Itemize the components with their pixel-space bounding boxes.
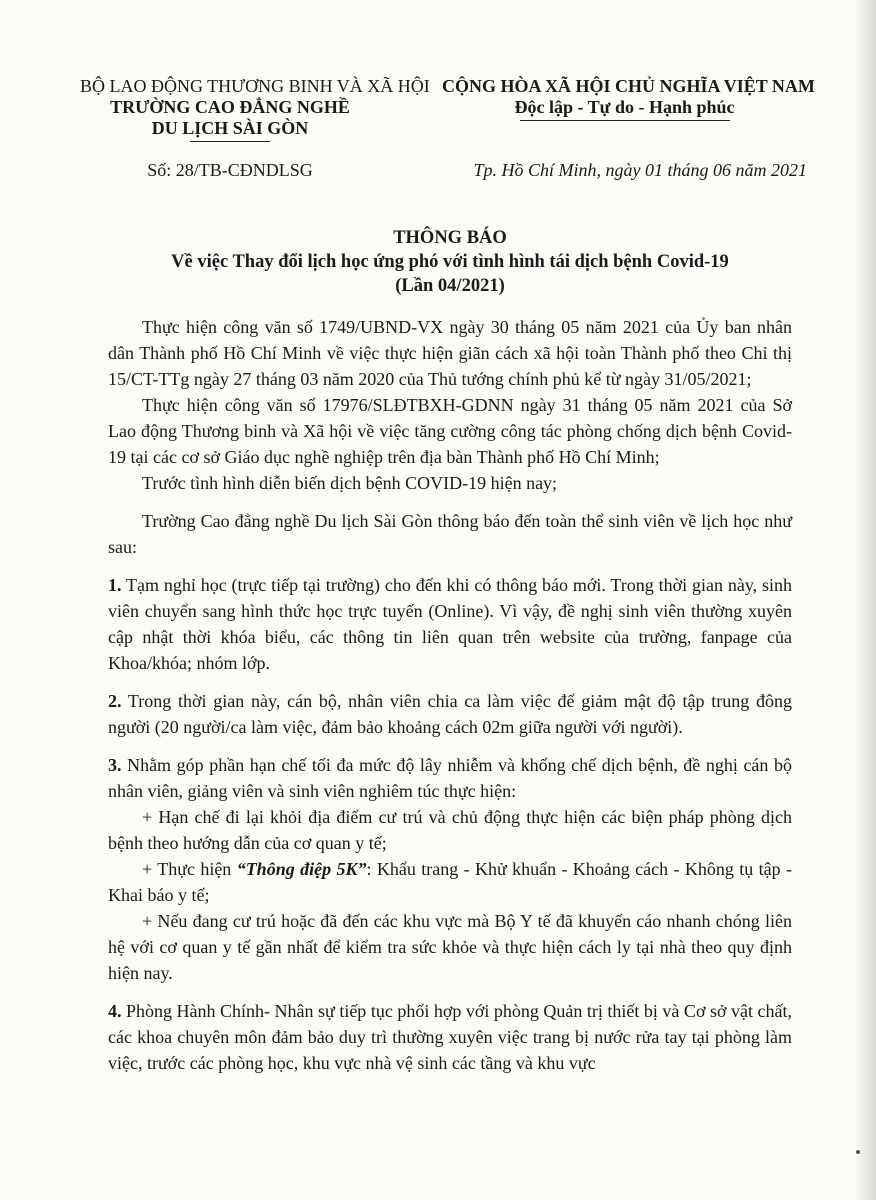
title-edition: (Lần 04/2021) [395, 276, 505, 296]
item-1-number: 1. [108, 575, 122, 595]
preamble-paragraph-1: Thực hiện công văn số 1749/UBND-VX ngày 30 tháng 05 năm 2021 của Ủy ban nhân dân Thành phố Hồ Chí Minh về việc thực hiện giãn cách xã hội toàn Thành phố theo Chỉ thị 15/CT-TTg ngày 27 tháng 03 năm 2020 của Thủ tướng chính phủ kể từ ngày 31/05/2021; [108, 317, 792, 389]
item-3 [108, 752, 792, 804]
bullet-2-prefix: + Thực hiện [142, 859, 237, 879]
item-1 [108, 572, 792, 676]
item-3-number: 3. [108, 755, 122, 775]
preamble-paragraph-2: Thực hiện công văn số 17976/SLĐTBXH-GDNN ngày 31 tháng 05 năm 2021 của Sở Lao động Thương binh và Xã hội về việc tăng cường công tác phòng chống dịch bệnh Covid-19 tại các cơ sở Giáo dục nghề nghiệp trên địa bàn Thành phố Hồ Chí Minh; [108, 395, 792, 467]
document-number: Số: 28/TB-CĐNDLSG [147, 160, 313, 180]
item-2-number: 2. [108, 691, 122, 711]
header-left-rule [190, 141, 270, 142]
item-3-bullet-1: + Hạn chế đi lại khỏi địa điểm cư trú và chủ động thực hiện các biện pháp phòng dịch bệnh theo hướng dẫn của cơ quan y tế; [108, 807, 792, 853]
national-header [442, 76, 815, 121]
scan-edge [854, 0, 876, 1200]
national-motto: Độc lập - Tự do - Hạnh phúc [514, 97, 735, 117]
document-body [108, 314, 792, 1076]
title-subject: Về việc Thay đổi lịch học ứng phó với tình hình tái dịch bệnh Covid-19 [171, 252, 729, 272]
item-1-text: Tạm nghỉ học (trực tiếp tại trường) cho đến khi có thông báo mới. Trong thời gian này, sinh viên chuyển sang hình thức học trực tuyến (Online). Vì vậy, đề nghị sinh viên thường xuyên cập nhật thời khóa biểu, các thông tin liên quan trên website của trường, fanpage của Khoa/khóa; nhóm lớp. [108, 575, 792, 673]
item-4-text: Phòng Hành Chính- Nhân sự tiếp tục phối hợp với phòng Quản trị thiết bị và Cơ sở vật chất, các khoa chuyên môn đảm bảo duy trì thường xuyên việc trang bị nước rửa tay tại phòng làm việc, trước các phòng học, khu vực nhà vệ sinh các tầng và khu vực [108, 1001, 792, 1073]
preamble-paragraph-3: Trước tình hình diễn biến dịch bệnh COVID-19 hiện nay; [142, 473, 558, 493]
item-3-bullet-3: + Nếu đang cư trú hoặc đã đến các khu vực mà Bộ Y tế đã khuyến cáo nhanh chóng liên hệ với cơ quan y tế gần nhất để kiểm tra sức khỏe và thực hiện cách ly tại nhà theo quy định hiện nay. [108, 911, 792, 983]
title-type: THÔNG BÁO [393, 228, 507, 248]
item-4-number: 4. [108, 1001, 122, 1021]
item-3-text: Nhằm góp phần hạn chế tối đa mức độ lây nhiễm và khống chế dịch bệnh, đề nghị cán bộ nhân viên, giảng viên và sinh viên nghiêm túc thực hiện: [108, 755, 792, 801]
intro-paragraph: Trường Cao đẳng nghề Du lịch Sài Gòn thông báo đến toàn thể sinh viên về lịch học như sau: [108, 511, 792, 557]
item-2 [108, 688, 792, 740]
issuer-header [80, 76, 430, 142]
place-date: Tp. Hồ Chí Minh, ngày 01 tháng 06 năm 2021 [473, 160, 807, 180]
school-name-line1: TRƯỜNG CAO ĐẲNG NGHỀ [110, 97, 350, 117]
bullet-2-rest: : Khẩu trang - Khử khuẩn - Khoảng cách - Không tụ tập - Khai báo y tế; [108, 859, 793, 905]
item-2-text: Trong thời gian này, cán bộ, nhân viên chia ca làm việc để giảm mật độ tập trung đông người (20 người/ca làm việc, đảm bảo khoảng cách 02m giữa người với người). [108, 691, 792, 737]
item-3-bullet-2 [108, 856, 792, 908]
bullet-2-emphasis: “Thông điệp 5K” [236, 859, 367, 879]
header-right-rule [520, 120, 730, 121]
scan-speck [856, 1150, 860, 1154]
document-title [110, 226, 790, 298]
country-name: CỘNG HÒA XÃ HỘI CHỦ NGHĨA VIỆT NAM [442, 76, 815, 96]
item-4 [108, 998, 792, 1076]
ministry-name: BỘ LAO ĐỘNG THƯƠNG BINH VÀ XÃ HỘI [80, 76, 430, 96]
school-name-line2: DU LỊCH SÀI GÒN [151, 118, 309, 138]
